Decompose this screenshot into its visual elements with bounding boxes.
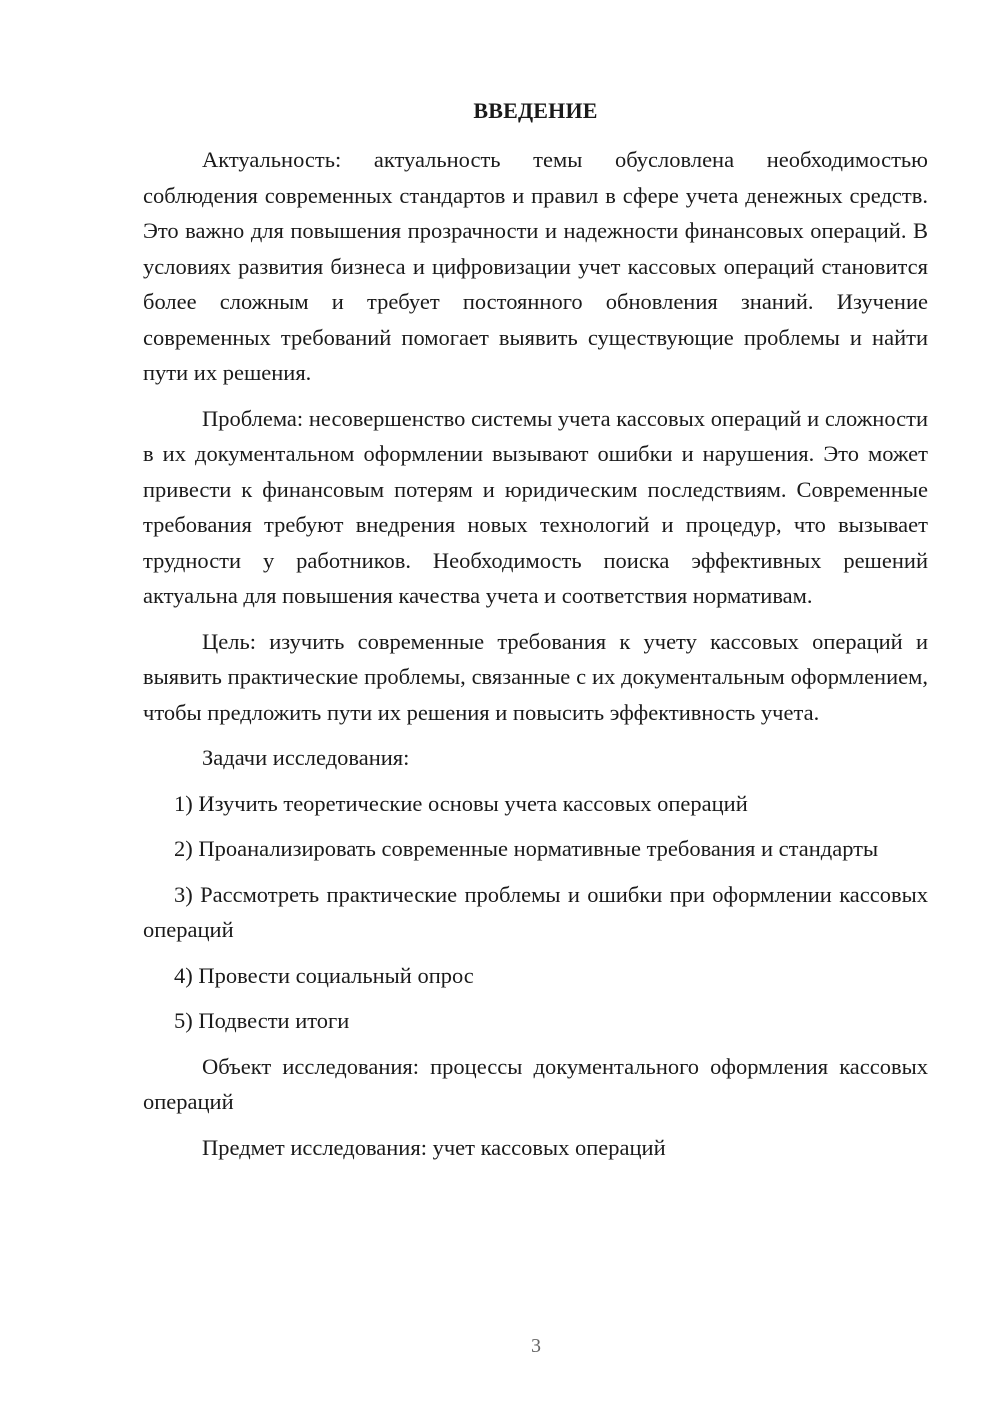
task-item-3: 3) Рассмотреть практические проблемы и ошибки при оформлении кассовых операций <box>143 881 928 942</box>
paragraph-object: Объект исследования: процессы документального оформления кассовых операций <box>143 1053 928 1114</box>
paragraph-subject: Предмет исследования: учет кассовых операций <box>202 1134 666 1160</box>
task-item-2: 2) Проанализировать современные нормативные требования и стандарты <box>174 836 879 861</box>
page-number: 3 <box>531 1335 541 1357</box>
paragraph-relevance: Актуальность: актуальность темы обусловлена необходимостью соблюдения современных стандартов и правил в сфере учета денежных средств. Это важно для повышения прозрачности и надежности финансовых операций. В условиях развития бизнеса и цифровизации учет кассовых операций становится более сложным и требует постоянного обновления знаний. Изучение современных требований помогает выявить существующие проблемы и найти пути их решения. <box>143 147 928 385</box>
paragraph-goal: Цель: изучить современные требования к учету кассовых операций и выявить практические проблемы, связанные с их документальным оформлением, чтобы предложить пути их решения и повысить эффективность учета. <box>143 628 928 725</box>
task-item-1: 1) Изучить теоретические основы учета кассовых операций <box>174 790 748 816</box>
task-item-4: 4) Провести социальный опрос <box>174 962 474 988</box>
paragraph-problem: Проблема: несовершенство системы учета кассовых операций и сложности в их документальном оформлении вызывают ошибки и нарушения. Это может привести к финансовым потерям и юридическим последствиям. Современные требования требуют внедрения новых технологий и процедур, что вызывает трудности у работников. Необходимость поиска эффективных решений актуальна для повышения качества учета и соответствия нормативам. <box>143 405 928 608</box>
tasks-heading: Задачи исследования: <box>202 745 410 770</box>
document-body <box>143 142 928 1175</box>
page-title: ВВЕДЕНИЕ <box>473 98 598 123</box>
task-item-5: 5) Подвести итоги <box>174 1008 350 1033</box>
